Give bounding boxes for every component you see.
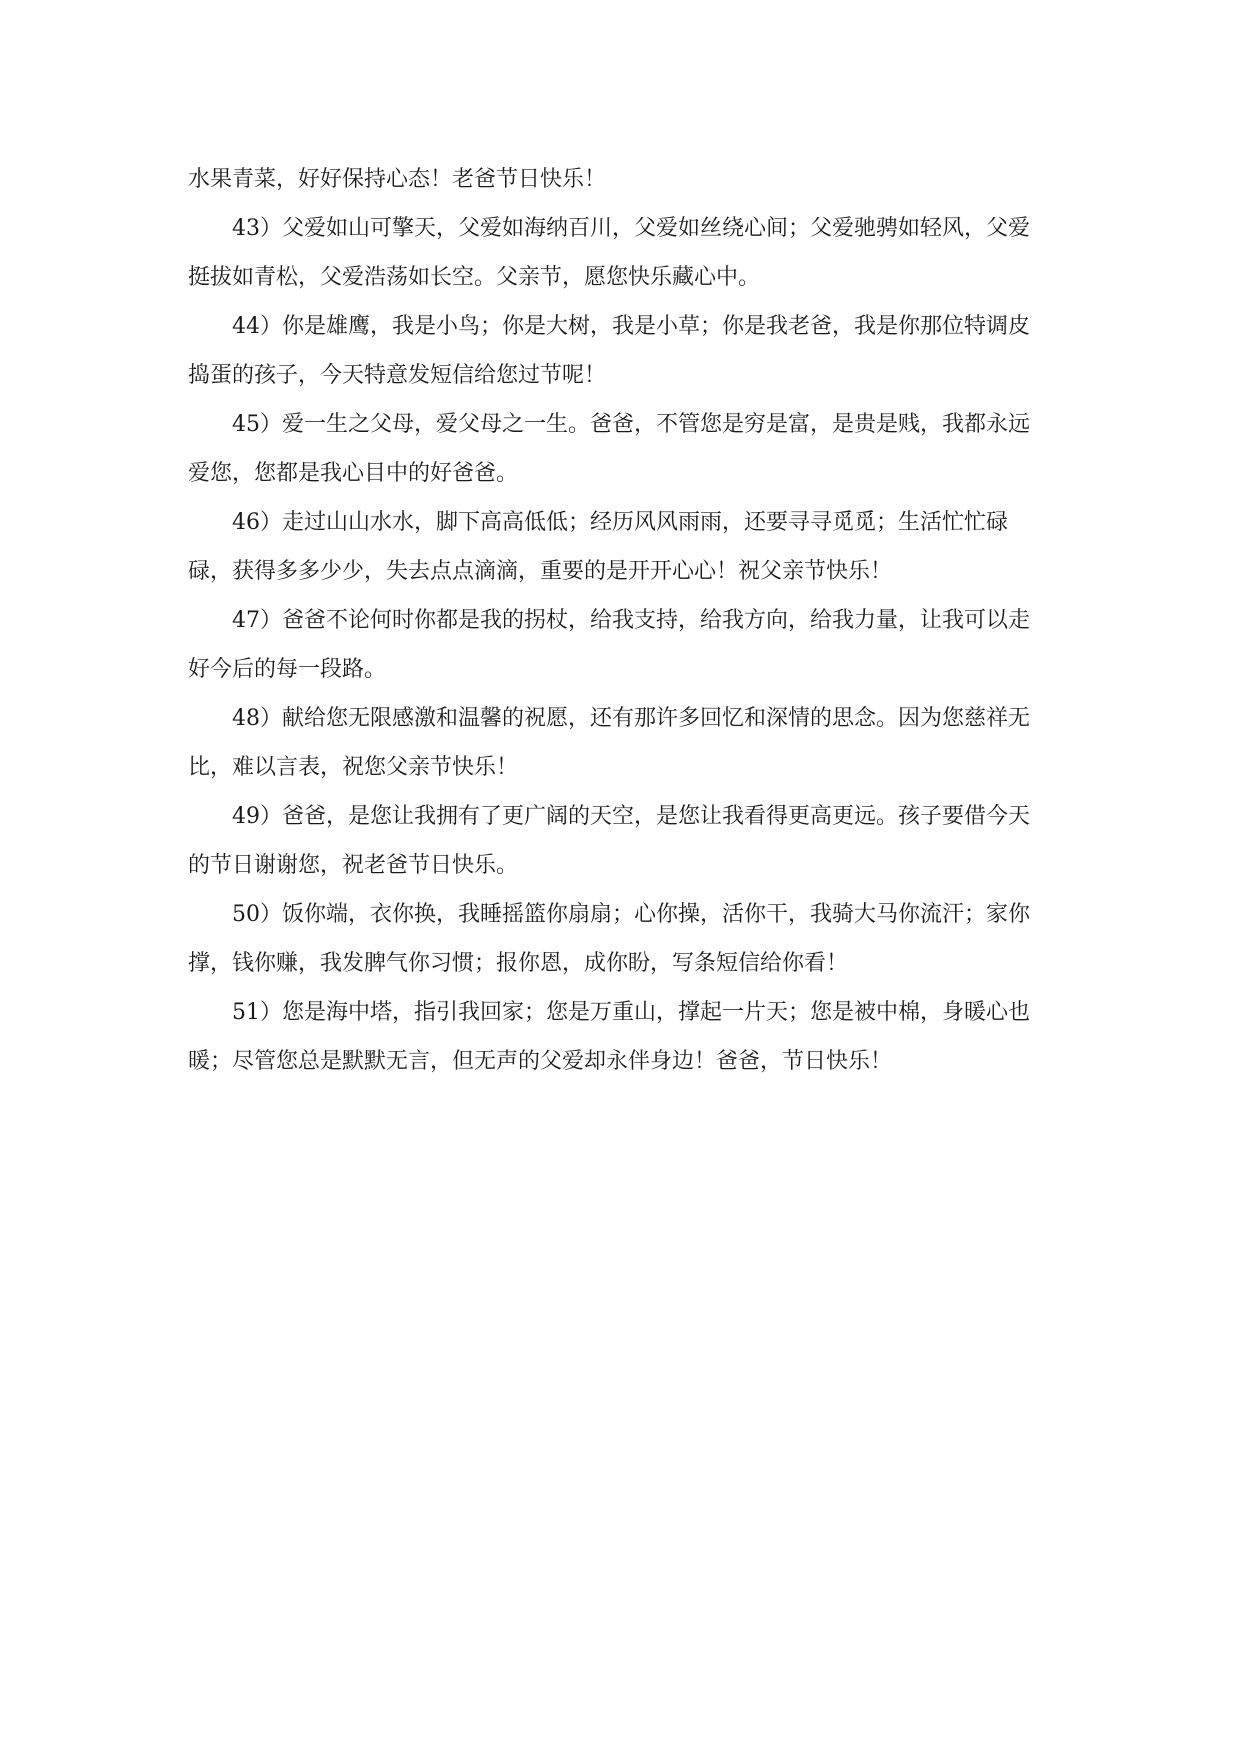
paragraph-47: 47）爸爸不论何时你都是我的拐杖，给我支持，给我方向，给我力量，让我可以走好今后的每一段路。 (188, 608, 1030, 682)
paragraph-49: 49）爸爸，是您让我拥有了更广阔的天空，是您让我看得更高更远。孩子要借今天的节日谢谢您，祝老爸节日快乐。 (188, 804, 1030, 878)
paragraph-continued: 水果青菜，好好保持心态！老爸节日快乐！ (188, 167, 607, 192)
paragraph-50: 50）饭你端，衣你换，我睡摇篮你扇扇；心你操，活你干，我骑大马你流汗；家你撑，钱你赚，我发脾气你习惯；报你恩，成你盼，写条短信给你看！ (188, 902, 1030, 976)
paragraph-45: 45）爱一生之父母，爱父母之一生。爸爸，不管您是穷是富，是贵是贱，我都永远爱您，您都是我心目中的好爸爸。 (188, 412, 1030, 486)
paragraph-51: 51）您是海中塔，指引我回家；您是万重山，撑起一片天；您是被中棉，身暖心也暖；尽管您总是默默无言，但无声的父爱却永伴身边！爸爸，节日快乐！ (188, 1000, 1030, 1074)
paragraph-44: 44）你是雄鹰，我是小鸟；你是大树，我是小草；你是我老爸，我是你那位特调皮捣蛋的孩子，今天特意发短信给您过节呢！ (188, 314, 1030, 388)
document-body (188, 155, 1050, 1086)
paragraph-48: 48）献给您无限感激和温馨的祝愿，还有那许多回忆和深情的思念。因为您慈祥无比，难以言表，祝您父亲节快乐！ (188, 706, 1030, 780)
paragraph-46: 46）走过山山水水，脚下高高低低；经历风风雨雨，还要寻寻觅觅；生活忙忙碌碌，获得多多少少，失去点点滴滴，重要的是开开心心！祝父亲节快乐！ (188, 510, 1008, 584)
paragraph-43: 43）父爱如山可擎天，父爱如海纳百川，父爱如丝绕心间；父爱驰骋如轻风，父爱挺拔如青松，父爱浩荡如长空。父亲节，愿您快乐藏心中。 (188, 216, 1030, 290)
